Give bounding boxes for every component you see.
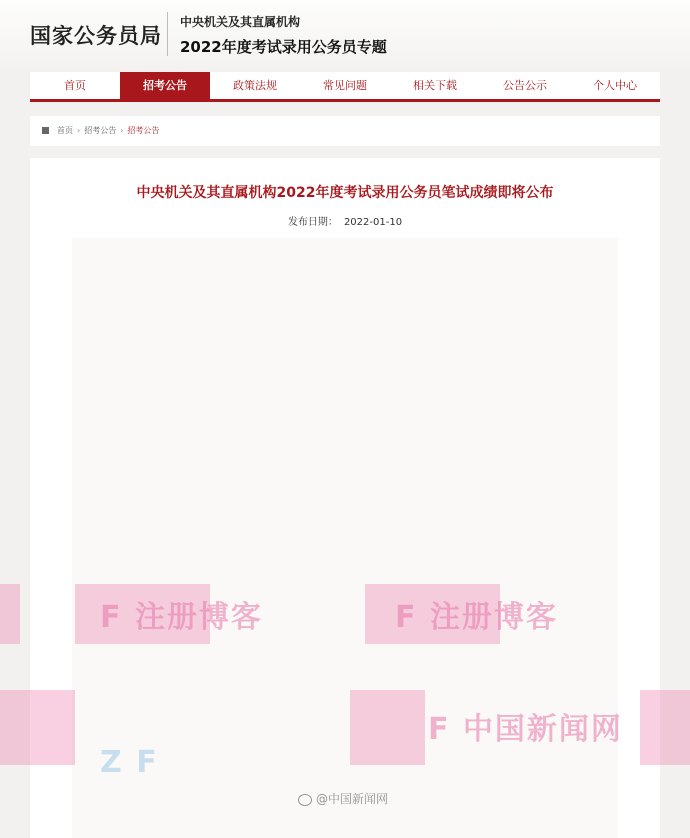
article-body-background xyxy=(72,238,618,838)
watermark-text: Z F xyxy=(100,745,159,780)
watermark-block xyxy=(640,690,690,765)
site-name[interactable]: 国家公务员局 xyxy=(30,24,162,48)
watermark-text: F 注册博客 xyxy=(395,600,558,635)
nav-item-policies[interactable]: 政策法规 xyxy=(233,79,277,92)
nav-item-faq[interactable]: 常见问题 xyxy=(323,79,367,92)
source-watermark xyxy=(298,790,388,807)
source-watermark-text: @中国新闻网 xyxy=(316,792,389,806)
publish-date xyxy=(30,213,660,228)
header-divider xyxy=(167,12,168,56)
main-nav xyxy=(30,72,660,102)
breadcrumb-current: 招考公告 xyxy=(127,126,160,135)
site-header xyxy=(0,0,690,70)
watermark-text: F 中国新闻网 xyxy=(428,712,623,747)
watermark-block xyxy=(0,690,75,765)
article-title: 中央机关及其直属机构2022年度考试录用公务员笔试成绩即将公布 xyxy=(136,185,554,201)
watermark-text: F 注册博客 xyxy=(100,600,263,635)
nav-item-announcements[interactable]: 招考公告 xyxy=(120,72,210,99)
watermark-block xyxy=(75,584,210,644)
breadcrumb-separator: › xyxy=(77,126,81,135)
breadcrumb-separator: › xyxy=(120,126,124,135)
publish-date-label: 发布日期： xyxy=(287,217,338,228)
breadcrumb xyxy=(30,116,660,146)
watermark-block xyxy=(365,584,500,644)
header-subtitle-1: 中央机关及其直属机构 xyxy=(180,15,301,29)
breadcrumb-home[interactable]: 首页 xyxy=(57,126,73,135)
nav-item-notices[interactable]: 公告公示 xyxy=(503,79,547,92)
publish-date-value: 2022-01-10 xyxy=(343,217,403,228)
watermark-block xyxy=(350,690,425,765)
nav-item-home[interactable]: 首页 xyxy=(64,79,86,92)
home-icon xyxy=(42,127,49,134)
article-panel xyxy=(30,158,660,838)
nav-item-personal-center[interactable]: 个人中心 xyxy=(593,79,637,92)
header-subtitle-2: 2022年度考试录用公务员专题 xyxy=(180,38,387,56)
weibo-icon xyxy=(298,794,312,806)
breadcrumb-announcements[interactable]: 招考公告 xyxy=(84,126,117,135)
watermark-block xyxy=(0,584,20,644)
nav-item-downloads[interactable]: 相关下载 xyxy=(413,79,457,92)
